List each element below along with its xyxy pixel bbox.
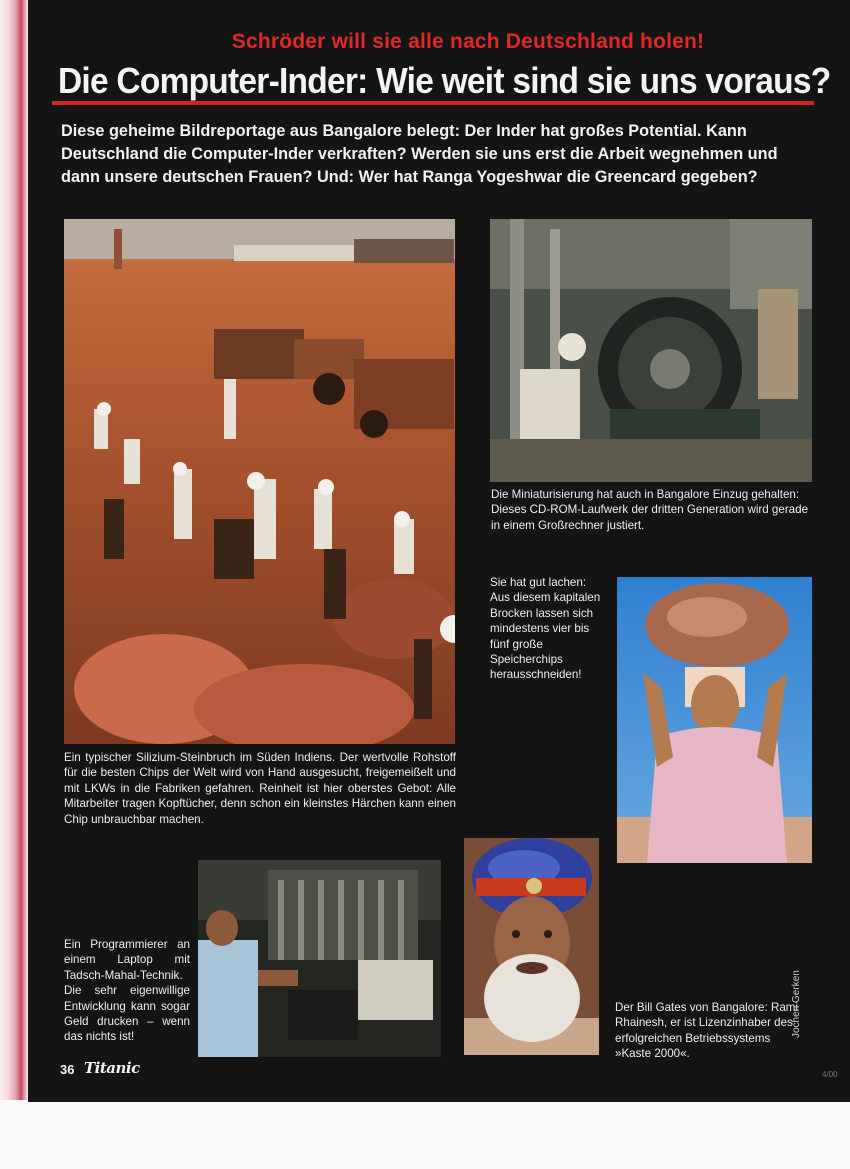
scan-margin: [0, 1100, 850, 1169]
lead-paragraph: Diese geheime Bildreportage aus Bangalore belegt: Der Inder hat großes Potential. Kann Deutschland die Computer-Inder verkraften? Werden sie uns erst die Arbeit wegnehmen und dann unsere deutschen Frauen? Und: Wer hat Ranga Yogeshwar die Greencard gegeben?: [61, 122, 778, 186]
turban-portrait-photo: [464, 838, 599, 1055]
magazine-page: [28, 0, 850, 1102]
page-edge-strip: [0, 0, 28, 1110]
caption-sikh: Der Bill Gates von Bangalore: Rami Rhainesh, er ist Lizenzinhaber des erfolgreichen Betriebssystems »Kaste 2000«.: [615, 1001, 799, 1061]
page-number: 36: [60, 1062, 75, 1077]
headline: Die Computer-Inder: Wie weit sind sie uns voraus?: [58, 60, 831, 101]
headline-rule: [52, 101, 814, 105]
woman-photo: [617, 577, 812, 863]
caption-quarry: Ein typischer Silizium-Steinbruch im Süden Indiens. Der wertvolle Rohstoff für die besten Chips der Welt wird von Hand ausgesucht, freigemeißelt und mit LKWs in die Fabriken gefahren. Reinheit ist hier oberstes Gebot: Alle Mitarbeiter tragen Kopftücher, denn schon ein kleinstes Härchen kann einen Chip unbrauchbar machen.: [64, 751, 456, 826]
caption-woman: Sie hat gut lachen: Aus diesem kapitalen Brocken lassen sich mindestens vier bis fünf große Speicherchips herausschneiden!: [490, 576, 601, 682]
caption-typewriter: Ein Programmierer an einem Laptop mit Tadsch-Mahal-Technik. Die sehr eigenwillige Entwicklung kann sogar Geld drucken – wenn das nichts ist!: [64, 938, 190, 1044]
magazine-logo: Titanic: [84, 1059, 140, 1077]
typewriter-photo: [198, 860, 441, 1057]
machine-photo: [490, 219, 812, 482]
photo-credit: Jochen Gerken: [791, 970, 802, 1038]
issue-label: 4/00: [822, 1070, 838, 1079]
caption-machine: Die Miniaturisierung hat auch in Bangalore Einzug gehalten: Dieses CD-ROM-Laufwerk der dritten Generation wird gerade in einem Großrechner justiert.: [491, 488, 809, 532]
kicker-line: Schröder will sie alle nach Deutschland holen!: [231, 30, 705, 53]
quarry-photo: [64, 219, 455, 744]
